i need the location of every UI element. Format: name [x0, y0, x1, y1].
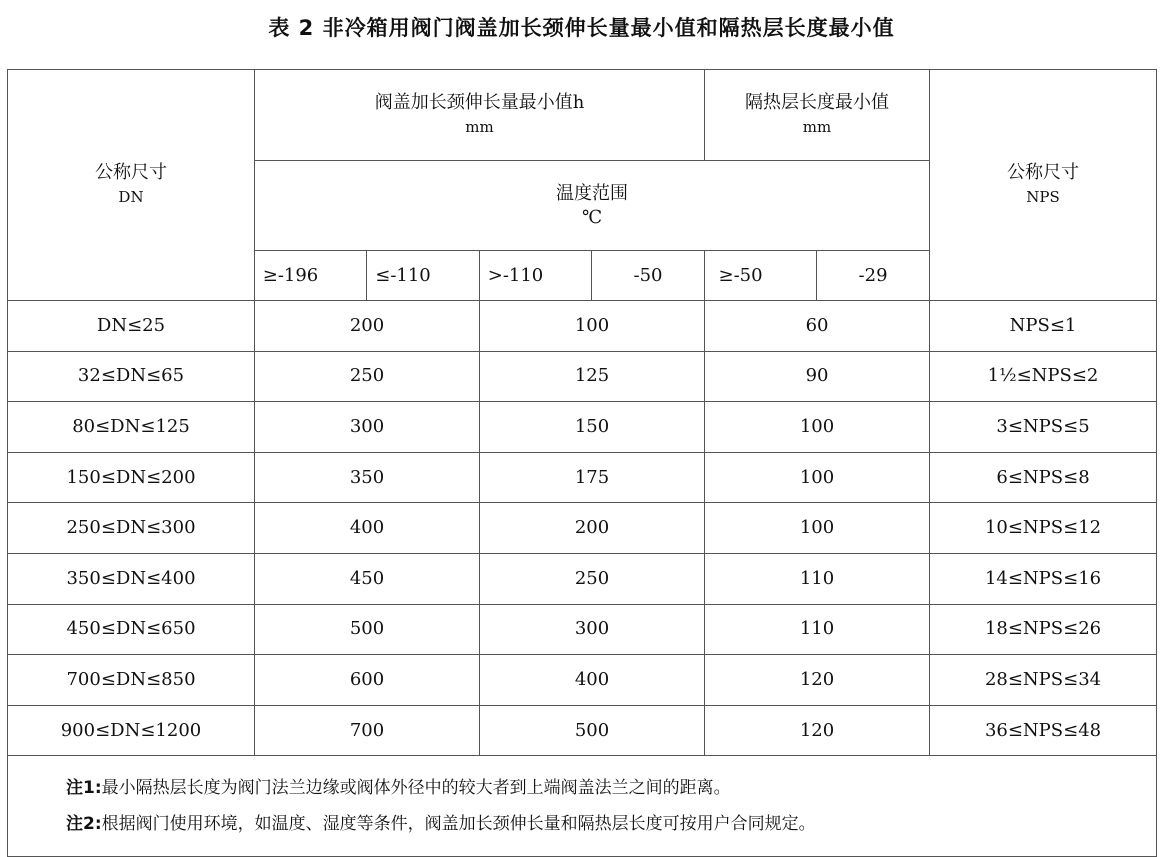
cell-nps: 14≤NPS≤16 — [930, 553, 1157, 604]
cell-dn: 700≤DN≤850 — [8, 655, 255, 706]
cell-insulation: 110 — [705, 553, 930, 604]
table-row — [8, 655, 1157, 706]
note-2-key: 注2: — [66, 814, 102, 835]
header-extension-unit: mm — [465, 118, 494, 136]
table-row — [8, 705, 1157, 756]
header-nominal-dn-label: 公称尺寸 — [95, 162, 167, 183]
header-extension-label: 阀盖加长颈伸长量最小值h — [374, 92, 585, 113]
cell-insulation: 100 — [705, 452, 930, 503]
header-temp-cell: ≤-110 — [367, 251, 480, 301]
cell-insulation: 100 — [705, 503, 930, 554]
cell-dn: 150≤DN≤200 — [8, 452, 255, 503]
cell-dn: 32≤DN≤65 — [8, 351, 255, 402]
cell-insulation: 120 — [705, 655, 930, 706]
cell-nps: 10≤NPS≤12 — [930, 503, 1157, 554]
cell-nps: 36≤NPS≤48 — [930, 705, 1157, 756]
table-row — [8, 604, 1157, 655]
cell-insulation: 90 — [705, 351, 930, 402]
cell-nps: NPS≤1 — [930, 301, 1157, 352]
table-row — [8, 351, 1157, 402]
cell-extension-high: 125 — [480, 351, 705, 402]
header-temp-cell: -29 — [817, 251, 930, 301]
data-table — [7, 69, 1157, 857]
header-nominal-nps-label: 公称尺寸 — [1007, 162, 1080, 183]
header-temp-cell: ≥-50 — [705, 251, 817, 301]
header-temp-cell: ≥-196 — [255, 251, 367, 301]
cell-extension-high: 300 — [480, 604, 705, 655]
cell-extension-low: 500 — [255, 604, 480, 655]
cell-extension-low: 350 — [255, 452, 480, 503]
cell-extension-low: 700 — [255, 705, 480, 756]
note-1-text: 最小隔热层长度为阀门法兰边缘或阀体外径中的较大者到上端阀盖法兰之间的距离。 — [101, 778, 731, 799]
cell-dn: 450≤DN≤650 — [8, 604, 255, 655]
cell-dn: 250≤DN≤300 — [8, 503, 255, 554]
table-row — [8, 553, 1157, 604]
cell-dn: 900≤DN≤1200 — [8, 705, 255, 756]
cell-extension-high: 500 — [480, 705, 705, 756]
header-dn-unit: DN — [118, 188, 144, 206]
cell-extension-high: 175 — [480, 452, 705, 503]
cell-nps: 1½≤NPS≤2 — [930, 351, 1157, 402]
cell-dn: 80≤DN≤125 — [8, 402, 255, 453]
note-2 — [66, 806, 1156, 842]
table-row — [8, 503, 1157, 554]
cell-insulation: 100 — [705, 402, 930, 453]
cell-extension-low: 200 — [255, 301, 480, 352]
cell-extension-low: 300 — [255, 402, 480, 453]
cell-extension-high: 400 — [480, 655, 705, 706]
header-nominal-nps — [930, 70, 1157, 301]
cell-extension-high: 150 — [480, 402, 705, 453]
header-temp-range — [255, 161, 930, 251]
header-insulation-label: 隔热层长度最小值 — [745, 92, 890, 113]
header-insulation — [705, 70, 930, 161]
header-extension — [255, 70, 705, 161]
cell-dn: 350≤DN≤400 — [8, 553, 255, 604]
header-temp-unit: ℃ — [581, 206, 603, 228]
cell-insulation: 110 — [705, 604, 930, 655]
table-title: 表 2 非冷箱用阀门阀盖加长颈伸长量最小值和隔热层长度最小值 — [268, 16, 895, 40]
cell-dn: DN≤25 — [8, 301, 255, 352]
table-row — [8, 452, 1157, 503]
notes-cell — [8, 756, 1157, 857]
cell-extension-high: 250 — [480, 553, 705, 604]
cell-nps: 6≤NPS≤8 — [930, 452, 1157, 503]
cell-extension-low: 250 — [255, 351, 480, 402]
cell-insulation: 60 — [705, 301, 930, 352]
header-nominal-dn — [8, 70, 255, 301]
cell-extension-high: 100 — [480, 301, 705, 352]
cell-insulation: 120 — [705, 705, 930, 756]
cell-extension-low: 600 — [255, 655, 480, 706]
cell-extension-low: 450 — [255, 553, 480, 604]
table-row — [8, 301, 1157, 352]
header-temp-cell: -50 — [592, 251, 705, 301]
cell-nps: 18≤NPS≤26 — [930, 604, 1157, 655]
cell-extension-low: 400 — [255, 503, 480, 554]
header-temp-range-label: 温度范围 — [556, 182, 629, 204]
cell-nps: 28≤NPS≤34 — [930, 655, 1157, 706]
header-nps-unit: NPS — [1026, 188, 1060, 206]
cell-extension-high: 200 — [480, 503, 705, 554]
note-1-key: 注1: — [66, 778, 102, 799]
note-2-text: 根据阀门使用环境，如温度、湿度等条件，阀盖加长颈伸长量和隔热层长度可按用户合同规定。 — [101, 814, 816, 835]
note-1 — [66, 770, 1156, 806]
table-row — [8, 402, 1157, 453]
header-temp-cell: >-110 — [480, 251, 592, 301]
header-insulation-unit: mm — [802, 118, 832, 136]
cell-nps: 3≤NPS≤5 — [930, 402, 1157, 453]
